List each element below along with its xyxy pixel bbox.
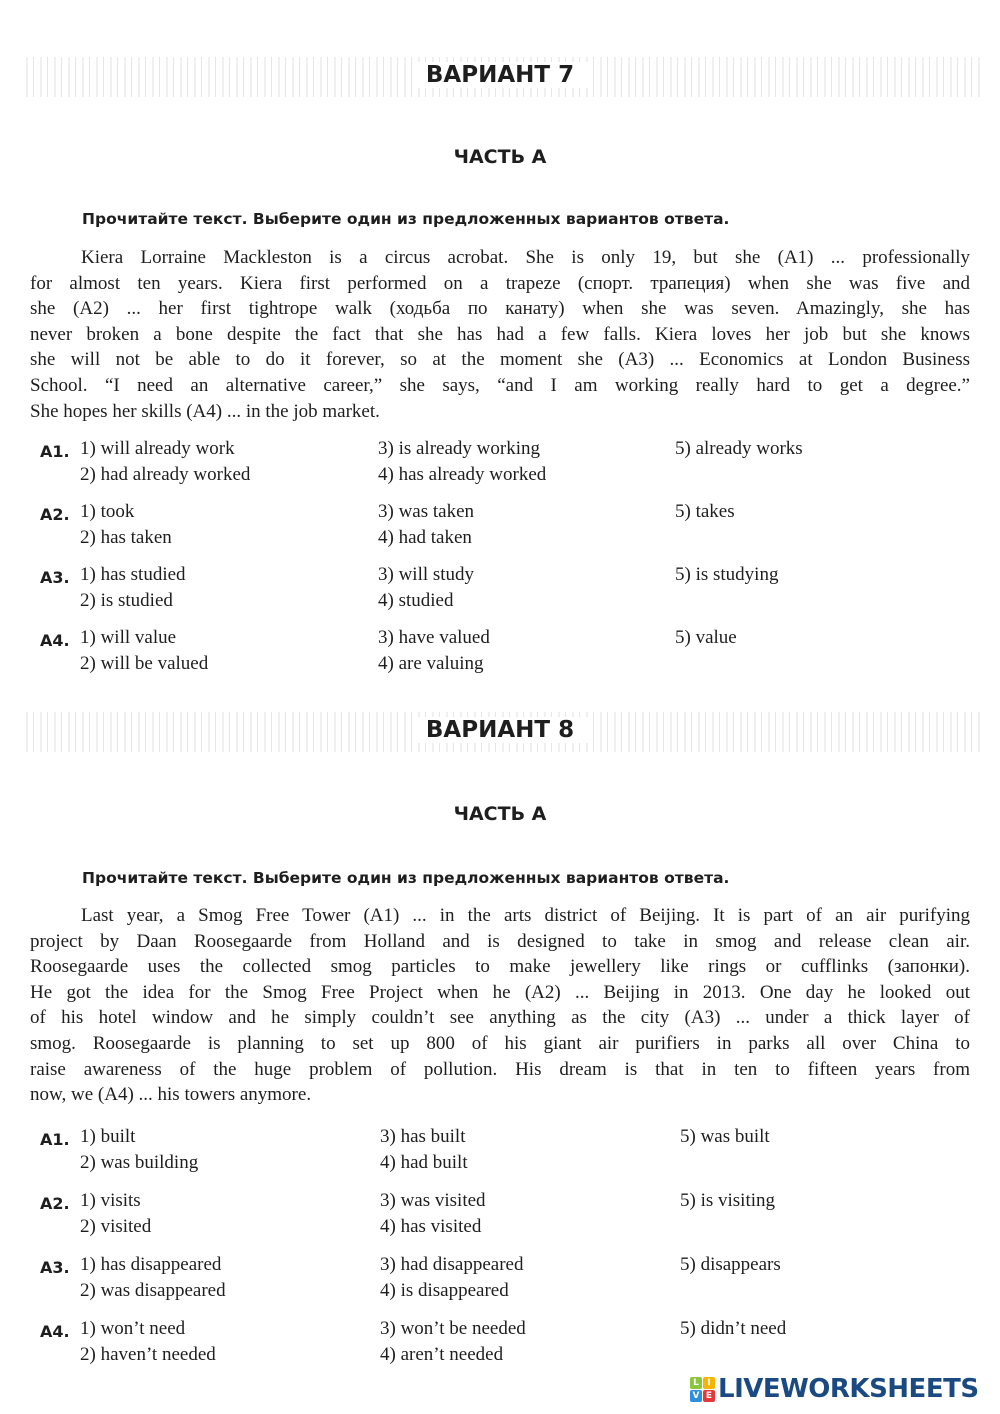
- answer-option[interactable]: 5) is visiting: [680, 1190, 776, 1211]
- question-2: [40, 1188, 980, 1240]
- answer-option[interactable]: 4) are valuing: [378, 653, 484, 674]
- variant-8-title: [0, 717, 1000, 743]
- answer-option[interactable]: 4) is disappeared: [380, 1280, 509, 1301]
- answer-option[interactable]: 1) has studied: [80, 564, 186, 585]
- question-2: [40, 499, 980, 551]
- text-line: project by Daan Roosegaarde from Holland and is designed to take in smog and release clean air.: [30, 930, 970, 952]
- answer-option[interactable]: 4) aren’t needed: [380, 1344, 504, 1365]
- logo-text: LIVEWORKSHEETS: [718, 1374, 979, 1404]
- answer-option[interactable]: 4) has already worked: [378, 464, 547, 485]
- answer-option[interactable]: 2) is studied: [80, 590, 173, 611]
- answer-option[interactable]: 3) was taken: [378, 501, 475, 522]
- answer-option[interactable]: 5) takes: [675, 501, 735, 522]
- text-line: raise awareness of the huge problem of pollution. His dream is that in ten to fifteen years from: [30, 1058, 970, 1080]
- question-label: A2.: [40, 1194, 70, 1213]
- answer-option[interactable]: 2) visited: [80, 1216, 152, 1237]
- answer-option[interactable]: 2) had already worked: [80, 464, 251, 485]
- variant-8-instruction: Прочитайте текст. Выберите один из предложенных вариантов ответа.: [82, 869, 730, 887]
- text-line: for almost ten years. Kiera first performed on a trapeze (спорт. трапеция) when she was five and: [30, 272, 970, 294]
- variant-8-text: [30, 903, 970, 1108]
- question-label: A1.: [40, 442, 70, 461]
- text-line: she will not be able to do it forever, so at the moment she (A3) ... Economics at London Business: [30, 349, 970, 371]
- question-label: A4.: [40, 631, 70, 650]
- logo-tile: V: [690, 1390, 702, 1402]
- text-line: He got the idea for the Smog Free Project when he (A2) ... Beijing in 2013. One day he looked out: [30, 981, 970, 1003]
- question-3: [40, 562, 980, 614]
- text-line: Kiera Lorraine Mackleston is a circus acrobat. She is only 19, but she (A1) ... professionally: [81, 247, 970, 268]
- answer-option[interactable]: 5) is studying: [675, 564, 779, 585]
- question-label: A2.: [40, 505, 70, 524]
- logo-tiles-icon: [690, 1377, 715, 1402]
- question-label: A3.: [40, 1258, 70, 1277]
- answer-option[interactable]: 2) was disappeared: [80, 1280, 226, 1301]
- variant-7-title-text: ВАРИАНТ 7: [412, 62, 588, 88]
- text-line: smog. Roosegaarde is planning to set up 800 of his giant air purifiers in parks all over China to: [30, 1032, 970, 1054]
- answer-option[interactable]: 4) has visited: [380, 1216, 482, 1237]
- logo-tile: E: [703, 1390, 715, 1402]
- answer-option[interactable]: 4) had taken: [378, 527, 472, 548]
- answer-option[interactable]: 1) will value: [80, 627, 177, 648]
- answer-option[interactable]: 2) will be valued: [80, 653, 209, 674]
- logo-tile: I: [703, 1377, 715, 1389]
- answer-option[interactable]: 5) disappears: [680, 1254, 781, 1275]
- question-label: A1.: [40, 1130, 70, 1149]
- text-line: She hopes her skills (A4) ... in the job market.: [30, 400, 380, 422]
- variant-7-instruction: Прочитайте текст. Выберите один из предложенных вариантов ответа.: [82, 210, 730, 228]
- text-line: Last year, a Smog Free Tower (A1) ... in the arts district of Beijing. It is part of an air purifying: [81, 905, 970, 926]
- logo-tile: L: [690, 1377, 702, 1389]
- question-label: A4.: [40, 1322, 70, 1341]
- answer-option[interactable]: 5) was built: [680, 1126, 770, 1147]
- answer-option[interactable]: 5) didn’t need: [680, 1318, 787, 1339]
- answer-option[interactable]: 3) had disappeared: [380, 1254, 524, 1275]
- answer-option[interactable]: 1) built: [80, 1126, 136, 1147]
- answer-option[interactable]: 5) value: [675, 627, 737, 648]
- question-3: [40, 1252, 980, 1304]
- text-line: she (A2) ... her first tightrope walk (ходьба по канату) when she was seven. Amazingly, she has: [30, 298, 970, 320]
- answer-option[interactable]: 2) haven’t needed: [80, 1344, 216, 1365]
- answer-option[interactable]: 3) was visited: [380, 1190, 486, 1211]
- answer-option[interactable]: 1) won’t need: [80, 1318, 186, 1339]
- answer-option[interactable]: 4) studied: [378, 590, 454, 611]
- answer-option[interactable]: 1) took: [80, 501, 135, 522]
- variant-8-part: ЧАСТЬ А: [453, 803, 547, 825]
- text-line: never broken a bone despite the fact that she has had a few falls. Kiera loves her job but she knows: [30, 323, 970, 345]
- answer-option[interactable]: 5) already works: [675, 438, 803, 459]
- question-4: [40, 1316, 980, 1368]
- answer-option[interactable]: 2) was building: [80, 1152, 199, 1173]
- variant-7-part: ЧАСТЬ А: [453, 146, 547, 168]
- answer-option[interactable]: 3) has built: [380, 1126, 466, 1147]
- variant-8-title-text: ВАРИАНТ 8: [412, 717, 588, 743]
- question-1: [40, 1124, 980, 1176]
- answer-option[interactable]: 3) won’t be needed: [380, 1318, 526, 1339]
- answer-option[interactable]: 3) will study: [378, 564, 475, 585]
- answer-option[interactable]: 1) will already work: [80, 438, 235, 459]
- answer-option[interactable]: 2) has taken: [80, 527, 172, 548]
- variant-7-text: [30, 245, 970, 424]
- text-line: School. “I need an alternative career,” she says, “and I am working really hard to get a degree.”: [30, 374, 970, 396]
- text-line: of his hotel window and he simply couldn’t see anything as the city (A3) ... under a thick layer of: [30, 1007, 970, 1029]
- text-line: Roosegaarde uses the collected smog particles to make jewellery like rings or cufflinks (запонки).: [30, 956, 970, 978]
- liveworksheets-logo: [690, 1374, 979, 1404]
- answer-option[interactable]: 3) is already working: [378, 438, 540, 459]
- answer-option[interactable]: 1) visits: [80, 1190, 141, 1211]
- question-label: A3.: [40, 568, 70, 587]
- answer-option[interactable]: 1) has disappeared: [80, 1254, 222, 1275]
- text-line: now, we (A4) ... his towers anymore.: [30, 1084, 312, 1106]
- question-1: [40, 436, 980, 488]
- variant-7-title: [0, 62, 1000, 88]
- answer-option[interactable]: 3) have valued: [378, 627, 490, 648]
- question-4: [40, 625, 980, 677]
- answer-option[interactable]: 4) had built: [380, 1152, 468, 1173]
